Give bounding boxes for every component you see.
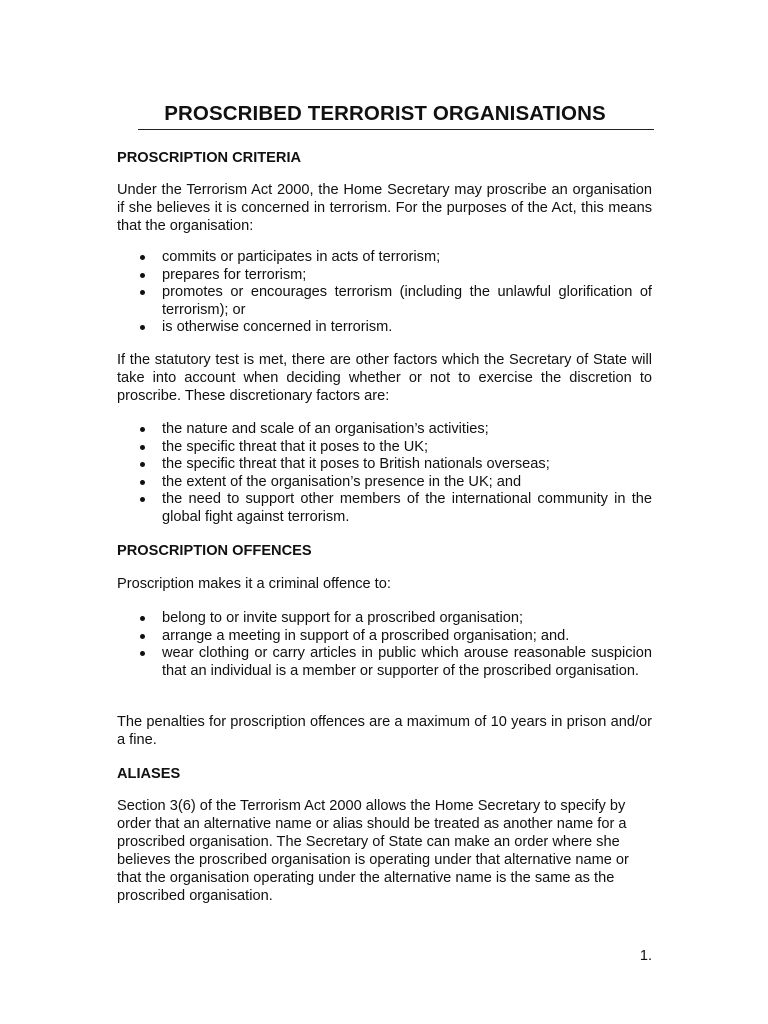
- discretion-bullet-list: [116, 421, 652, 526]
- list-item: the need to support other members of the international community in the global fight against terrorism.: [116, 491, 652, 526]
- offences-intro-paragraph: Proscription makes it a criminal offence to:: [117, 576, 391, 592]
- title-underline: [138, 129, 654, 130]
- bullet-icon: [140, 427, 145, 432]
- discretion-intro-paragraph: If the statutory test is met, there are other factors which the Secretary of State will take into account when deciding whether or not to exercise the discretion to proscribe. These discretionary factors are:: [117, 352, 652, 404]
- list-item: the specific threat that it poses to British nationals overseas;: [116, 456, 652, 474]
- offences-bullet-list: [116, 610, 652, 680]
- penalties-paragraph: The penalties for proscription offences are a maximum of 10 years in prison and/or a fine.: [117, 714, 652, 748]
- list-item: belong to or invite support for a proscribed organisation;: [116, 610, 652, 628]
- section-heading-offences: PROSCRIPTION OFFENCES: [117, 543, 312, 559]
- document-page: [116, 0, 652, 1024]
- section-heading-criteria: PROSCRIPTION CRITERIA: [117, 150, 302, 166]
- bullet-icon: [140, 651, 145, 656]
- bullet-icon: [140, 497, 145, 502]
- list-item: the extent of the organisation’s presence in the UK; and: [116, 474, 652, 492]
- bullet-icon: [140, 255, 145, 260]
- bullet-icon: [140, 445, 145, 450]
- criteria-bullet-list: [116, 249, 652, 337]
- list-item: the nature and scale of an organisation’s activities;: [116, 421, 652, 439]
- bullet-icon: [140, 273, 145, 278]
- list-item: arrange a meeting in support of a proscribed organisation; and.: [116, 628, 652, 646]
- list-item: wear clothing or carry articles in public which arouse reasonable suspicion that an individual is a member or supporter of the proscribed organisation.: [116, 645, 652, 680]
- bullet-icon: [140, 325, 145, 330]
- document-title: PROSCRIBED TERRORIST ORGANISATIONS: [164, 102, 606, 125]
- aliases-paragraph: Section 3(6) of the Terrorism Act 2000 allows the Home Secretary to specify by order that an alternative name or alias should be treated as another name for a proscribed organisation. The Secretary of State can make an order where she believes the proscribed organisation is operating under that alternative name or that the organisation operating under the alternative name is the same as the proscribed organisation.: [117, 798, 629, 904]
- bullet-icon: [140, 616, 145, 621]
- criteria-intro-paragraph: Under the Terrorism Act 2000, the Home Secretary may proscribe an organisation if she believes it is concerned in terrorism. For the purposes of the Act, this means that the organisation:: [117, 182, 652, 234]
- list-item: the specific threat that it poses to the UK;: [116, 439, 652, 457]
- bullet-icon: [140, 634, 145, 639]
- bullet-icon: [140, 462, 145, 467]
- bullet-icon: [140, 480, 145, 485]
- list-item: prepares for terrorism;: [116, 267, 652, 285]
- list-item: promotes or encourages terrorism (including the unlawful glorification of terrorism); or: [116, 284, 652, 319]
- page-number: 1.: [639, 948, 652, 964]
- bullet-icon: [140, 290, 145, 295]
- list-item: is otherwise concerned in terrorism.: [116, 319, 652, 337]
- list-item: commits or participates in acts of terrorism;: [116, 249, 652, 267]
- section-heading-aliases: ALIASES: [117, 766, 181, 782]
